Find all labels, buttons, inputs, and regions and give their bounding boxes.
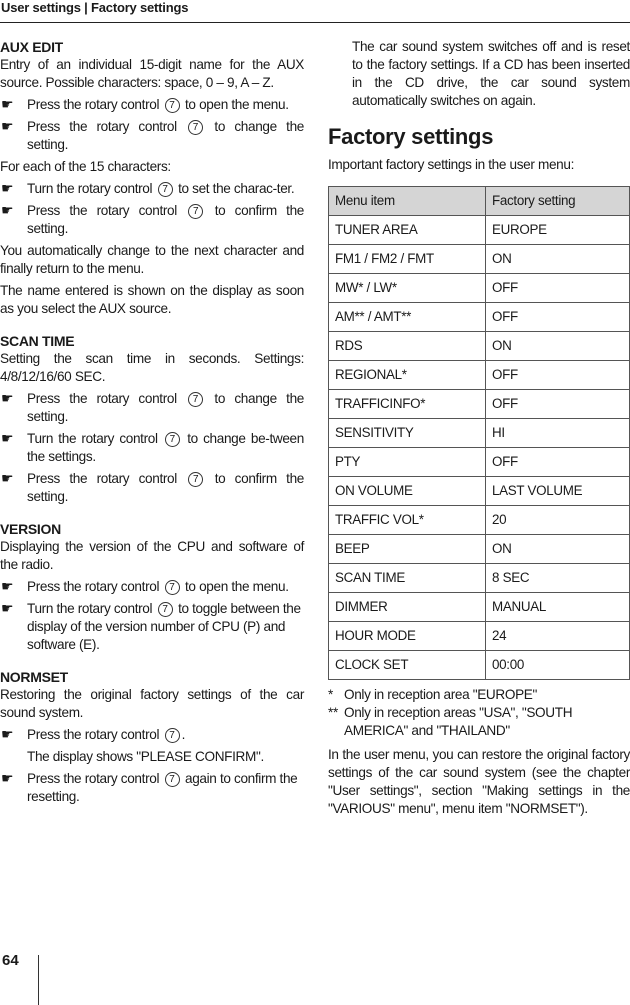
rotary-control-icon: 7: [165, 98, 180, 113]
rotary-control-icon: 7: [188, 392, 203, 407]
menu-item-cell: AM** / AMT**: [329, 303, 486, 332]
scan-step-2: ☛ Turn the rotary control 7 to change be-tween the settings.: [1, 430, 304, 464]
table-row: [329, 419, 630, 448]
rotary-control-icon: 7: [165, 772, 180, 787]
aux-auto-text: You automatically change to the next character and finally return to the menu.: [0, 243, 304, 276]
table-row: [329, 593, 630, 622]
restore-note: In the user menu, you can restore the original factory settings of the car sound system (see the chapter "User settings", section "Making settings in the "VARIOUS" menu", menu item "NORMSET").: [328, 747, 630, 816]
aux-step-4: ☛ Press the rotary control 7 to confirm the setting.: [1, 202, 305, 236]
table-row: [329, 448, 630, 477]
menu-item-cell: RDS: [329, 332, 486, 361]
normset-continuation: The car sound system switches off and is reset to the factory settings. If a CD has been inserted in the CD drive, the car sound system automatically switches on again.: [352, 39, 630, 108]
footnote-1: * Only in reception area "EUROPE": [328, 687, 537, 702]
table-row: [329, 506, 630, 535]
menu-item-cell: REGIONAL*: [329, 361, 486, 390]
scan-step-3: ☛ Press the rotary control 7 to confirm the setting.: [1, 470, 305, 504]
normset-intro: Restoring the original factory settings of the car sound system.: [0, 687, 304, 720]
factory-setting-cell: 20: [486, 506, 630, 535]
footer-divider: [38, 955, 39, 1005]
left-column: [0, 38, 304, 806]
factory-setting-cell: OFF: [486, 361, 630, 390]
aux-edit-heading: AUX EDIT: [0, 39, 63, 55]
right-column: [328, 38, 630, 818]
rotary-control-icon: 7: [158, 602, 173, 617]
table-row: [329, 303, 630, 332]
factory-setting-cell: HI: [486, 419, 630, 448]
rotary-control-icon: 7: [165, 432, 180, 447]
menu-item-cell: TRAFFIC VOL*: [329, 506, 486, 535]
factory-setting-cell: 00:00: [486, 651, 630, 680]
version-step-2: ☛ Turn the rotary control 7 to toggle between the display of the version number of CPU (P) and software (E).: [1, 600, 301, 652]
normset-heading: NORMSET: [0, 669, 68, 685]
column-header-menu-item: Menu item: [329, 187, 486, 216]
normset-step-1: ☛ Press the rotary control 7 .: [1, 726, 185, 742]
menu-item-cell: SCAN TIME: [329, 564, 486, 593]
factory-settings-intro: Important factory settings in the user menu:: [328, 157, 575, 172]
table-row: [329, 390, 630, 419]
pointing-hand-icon: ☛: [1, 600, 14, 616]
version-intro: Displaying the version of the CPU and software of the radio.: [0, 539, 304, 572]
normset-step-2: ☛ Press the rotary control 7 again to confirm the resetting.: [1, 770, 298, 804]
factory-setting-cell: ON: [486, 535, 630, 564]
factory-setting-cell: OFF: [486, 303, 630, 332]
version-step-1: ☛ Press the rotary control 7 to open the menu.: [1, 578, 289, 594]
aux-step-3: ☛ Turn the rotary control 7 to set the charac-ter.: [1, 180, 295, 196]
menu-item-cell: TUNER AREA: [329, 216, 486, 245]
menu-item-cell: BEEP: [329, 535, 486, 564]
menu-item-cell: HOUR MODE: [329, 622, 486, 651]
menu-item-cell: TRAFFICINFO*: [329, 390, 486, 419]
pointing-hand-icon: ☛: [1, 96, 14, 112]
factory-setting-cell: OFF: [486, 390, 630, 419]
table-header-row: [329, 187, 630, 216]
footnote-2: ** Only in reception areas "USA", "SOUTH AMERICA" and "THAILAND": [328, 705, 573, 738]
version-heading: VERSION: [0, 521, 61, 537]
table-row: [329, 477, 630, 506]
menu-item-cell: PTY: [329, 448, 486, 477]
header-title: User settings | Factory settings: [1, 0, 189, 15]
aux-intro: Entry of an individual 15-digit name for the AUX source. Possible characters: space, 0 – 9, A – Z.: [0, 57, 304, 90]
scan-step-1: ☛ Press the rotary control 7 to change the setting.: [1, 390, 304, 424]
table-row: [329, 622, 630, 651]
scan-time-heading: SCAN TIME: [0, 333, 75, 349]
normset-display-text: The display shows "PLEASE CONFIRM".: [27, 749, 264, 764]
column-header-factory-setting: Factory setting: [486, 187, 630, 216]
table-row: [329, 245, 630, 274]
page-number: 64: [2, 952, 19, 969]
aux-shown-text: The name entered is shown on the display as soon as you select the AUX source.: [0, 283, 304, 316]
menu-item-cell: SENSITIVITY: [329, 419, 486, 448]
table-row: [329, 535, 630, 564]
table-row: [329, 651, 630, 680]
rotary-control-icon: 7: [158, 182, 173, 197]
pointing-hand-icon: ☛: [1, 470, 14, 486]
menu-item-cell: FM1 / FM2 / FMT: [329, 245, 486, 274]
table-row: [329, 332, 630, 361]
factory-setting-cell: MANUAL: [486, 593, 630, 622]
table-row: [329, 361, 630, 390]
factory-settings-heading: Factory settings: [328, 124, 494, 149]
rotary-control-icon: 7: [188, 204, 203, 219]
factory-setting-cell: EUROPE: [486, 216, 630, 245]
aux-step-1: ☛ Press the rotary control 7 to open the menu.: [1, 96, 289, 112]
table-row: [329, 564, 630, 593]
pointing-hand-icon: ☛: [1, 578, 14, 594]
rotary-control-icon: 7: [188, 472, 203, 487]
factory-setting-cell: LAST VOLUME: [486, 477, 630, 506]
table-row: [329, 274, 630, 303]
rotary-control-icon: 7: [165, 580, 180, 595]
factory-setting-cell: ON: [486, 332, 630, 361]
pointing-hand-icon: ☛: [1, 180, 14, 196]
pointing-hand-icon: ☛: [1, 726, 14, 742]
page-header: [0, 0, 630, 23]
factory-setting-cell: ON: [486, 245, 630, 274]
pointing-hand-icon: ☛: [1, 390, 14, 406]
factory-setting-cell: OFF: [486, 448, 630, 477]
pointing-hand-icon: ☛: [1, 770, 14, 786]
factory-settings-table: [328, 186, 630, 680]
aux-step-2: ☛ Press the rotary control 7 to change the setting.: [1, 118, 304, 152]
factory-setting-cell: 24: [486, 622, 630, 651]
menu-item-cell: DIMMER: [329, 593, 486, 622]
rotary-control-icon: 7: [165, 728, 180, 743]
menu-item-cell: ON VOLUME: [329, 477, 486, 506]
pointing-hand-icon: ☛: [1, 202, 14, 218]
menu-item-cell: MW* / LW*: [329, 274, 486, 303]
menu-item-cell: CLOCK SET: [329, 651, 486, 680]
scan-intro: Setting the scan time in seconds. Settings: 4/8/12/16/60 SEC.: [0, 351, 304, 384]
pointing-hand-icon: ☛: [1, 430, 14, 446]
rotary-control-icon: 7: [188, 120, 203, 135]
factory-setting-cell: OFF: [486, 274, 630, 303]
table-row: [329, 216, 630, 245]
pointing-hand-icon: ☛: [1, 118, 14, 134]
aux-each-char: For each of the 15 characters:: [0, 159, 171, 174]
factory-setting-cell: 8 SEC: [486, 564, 630, 593]
